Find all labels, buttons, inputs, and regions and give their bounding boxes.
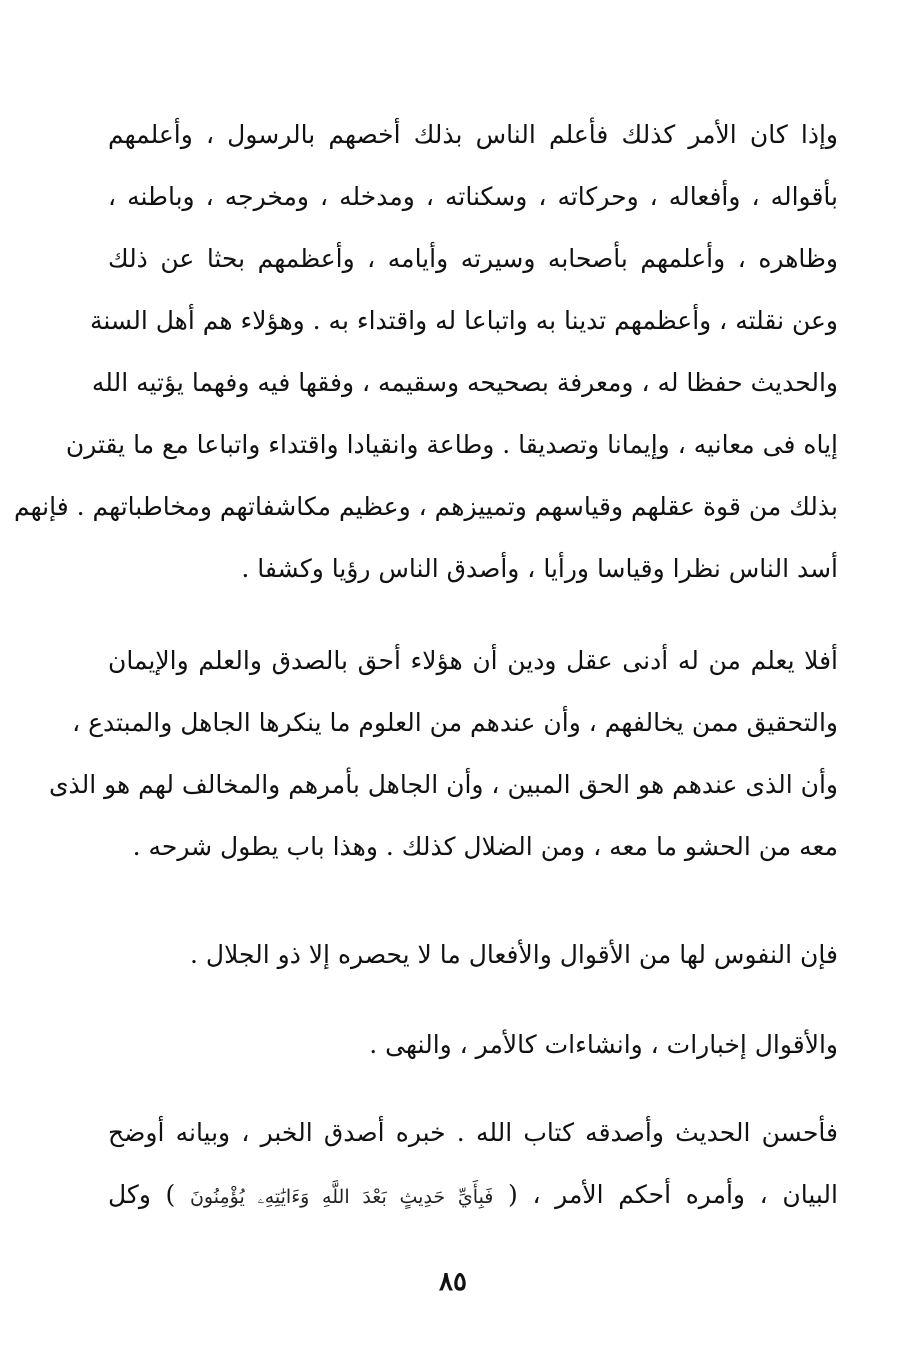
text-segment: ) وكل xyxy=(108,1180,176,1209)
text-line: فأحسن الحديث وأصدقه كتاب الله . خبره أصدق الخبر ، وبيانه أوضح xyxy=(108,1118,838,1147)
text-line-with-quran-verse xyxy=(108,1164,838,1226)
text-segment: البيان ، وأمره أحكم الأمر ، ( xyxy=(508,1180,838,1209)
text-line: معه من الحشو ما معه ، ومن الضلال كذلك . وهذا باب يطول شرحه . xyxy=(132,832,838,861)
paragraph-1 xyxy=(14,104,838,600)
text-line: وظاهره ، وأعلمهم بأصحابه وسيرته وأيامه ، وأعظمهم بحثا عن ذلك xyxy=(108,244,838,273)
text-line: والأقوال إخبارات ، وانشاءات كالأمر ، والنهى . xyxy=(369,1030,838,1059)
paragraph-5 xyxy=(108,1102,838,1226)
paragraph-2 xyxy=(48,630,838,878)
text-line: أسد الناس نظرا وقياسا ورأيا ، وأصدق الناس رؤيا وكشفا . xyxy=(241,554,838,583)
page-number: ٨٥ xyxy=(439,1267,467,1297)
text-line: وعن نقلته ، وأعظمهم تدينا به واتباعا له واقتداء به . وهؤلاء هم أهل السنة xyxy=(89,306,838,335)
text-line: أفلا يعلم من له أدنى عقل ودين أن هؤلاء أحق بالصدق والعلم والإيمان xyxy=(108,646,838,675)
paragraph-3 xyxy=(108,924,838,986)
text-line: إياه فى معانيه ، وإيمانا وتصديقا . وطاعة وانقيادا واقتداء واتباعا مع ما يقترن xyxy=(65,430,838,459)
text-line: والتحقيق ممن يخالفهم ، وأن عندهم من العلوم ما ينكرها الجاهل والمبتدع ، xyxy=(72,708,838,737)
text-line: فإن النفوس لها من الأقوال والأفعال ما لا يحصره إلا ذو الجلال . xyxy=(190,940,838,969)
quran-verse: فَبِأَيِّ حَدِيثٍ بَعْدَ اللَّهِ وَءَايَٰتِهِۦ يُؤْمِنُونَ xyxy=(189,1186,494,1208)
text-line: والحديث حفظا له ، ومعرفة بصحيحه وسقيمه ، وفقها فيه وفهما يؤتيه الله xyxy=(91,368,838,397)
text-line: بأقواله ، وأفعاله ، وحركاته ، وسكناته ، ومدخله ، ومخرجه ، وباطنه ، xyxy=(108,182,838,211)
text-line: وأن الذى عندهم هو الحق المبين ، وأن الجاهل بأمرهم والمخالف لهم هو الذى xyxy=(48,770,838,799)
text-line: بذلك من قوة عقلهم وقياسهم وتمييزهم ، وعظيم مكاشفاتهم ومخاطباتهم . فإنهم xyxy=(14,492,838,521)
paragraph-4 xyxy=(108,1014,838,1076)
text-line: وإذا كان الأمر كذلك فأعلم الناس بذلك أخصهم بالرسول ، وأعلمهم xyxy=(108,120,838,149)
